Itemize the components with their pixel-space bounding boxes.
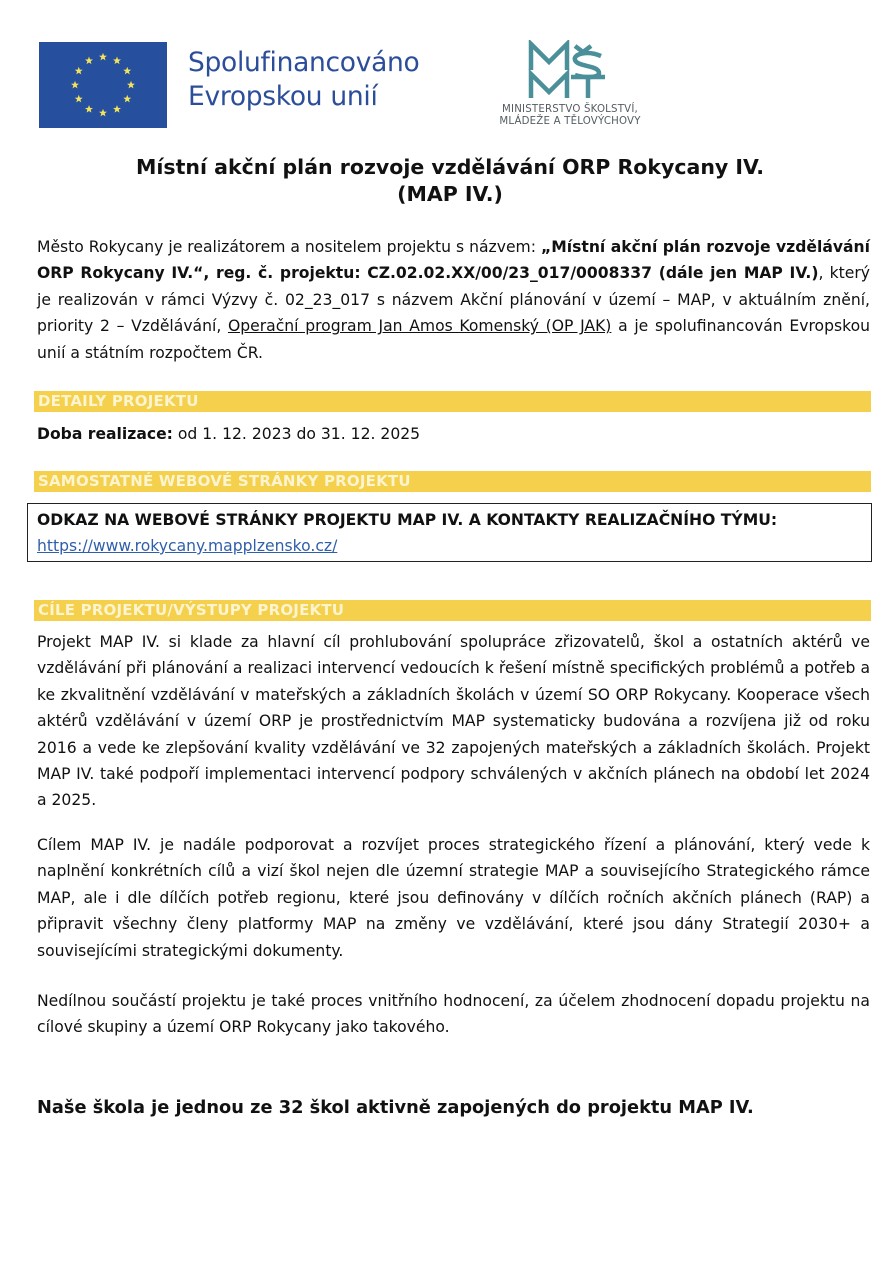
section-bar-details [34,391,871,412]
eu-stars-icon [39,42,167,128]
website-label: ODKAZ NA WEBOVÉ STRÁNKY PROJEKTU MAP IV. A KONTAKTY REALIZAČNÍHO TÝMU: [37,511,778,529]
eu-star-icon [123,95,131,103]
eu-star-icon [75,95,83,103]
section-heading-goals: CÍLE PROJEKTU/VÝSTUPY PROJEKTU [38,601,345,619]
eu-star-icon [75,67,83,75]
goals-paragraph-3: Nedílnou součástí projektu je také proces vnitřního hodnocení, za účelem zhodnocení dopadu projektu na cílové skupiny a území ORP Rokycany jako takového. [37,992,870,1037]
eu-star-icon [127,81,135,89]
goals-paragraph-2: Cílem MAP IV. je nadále podporovat a rozvíjet proces strategického řízení a plánování, který vede k naplnění konkrétních cílů a vizí škol nejen dle územní strategie MAP a souvisejícího Strategického rámce MAP, ale i dle dílčích potřeb regionu, které jsou definovány v dílčích ročních akčních plánech (RAP) a připravit všechny členy platformy MAP na změny ve vzdělávání, které jsou dány Strategií 2030+ a souvisejícími strategickými dokumenty. [37,836,870,960]
realization-period [37,421,870,447]
msmt-logo-line1: MINISTERSTVO ŠKOLSTVÍ, [502,104,638,115]
op-jak-link[interactable]: Operační program Jan Amos Komenský (OP JAK) [227,317,612,336]
eu-star-icon [113,105,121,113]
closing-statement: Naše škola je jednou ze 32 škol aktivně zapojených do projektu MAP IV. [37,1097,754,1118]
eu-star-icon [123,67,131,75]
msmt-logo-line2: MLÁDEŽE A TĚLOVÝCHOVY [499,116,641,127]
section-heading-details: DETAILY PROJEKTU [38,392,199,410]
eu-star-icon [99,53,107,61]
section-heading-website: SAMOSTATNÉ WEBOVÉ STRÁNKY PROJEKTU [38,472,411,490]
website-link-box [27,503,872,562]
title-line2: (MAP IV.) [397,182,503,206]
realization-label: Doba realizace: [37,425,173,443]
msmt-logo [470,38,680,133]
intro-text-2: , který je realizován v rámci Výzvy č. 02_23_017 s názvem Akční plánování v území – MAP, v aktuálním znění, priority 2 – Vzdělávání, [37,264,871,336]
eu-star-icon [85,105,93,113]
msmt-logo-text [470,104,670,128]
intro-project-name: „Místní akční plán rozvoje vzdělávání ORP Rokycany IV.“, reg. č. projektu: CZ.02.02.XX/00/23_017/0008337 (dále jen MAP IV.) [37,238,871,283]
eu-star-icon [113,57,121,65]
msmt-monogram-icon [527,40,607,102]
intro-paragraph [37,234,870,366]
eu-cofinanced-logo-text [188,46,419,114]
goals-paragraph-1: Projekt MAP IV. si klade za hlavní cíl prohlubování spolupráce zřizovatelů, škol a ostatních aktérů ve vzdělávání při plánování a realizaci intervencí vedoucích k řešení místně specifických problémů a potřeb a ke zkvalitnění vzdělávání v mateřských a základních školách v území SO ORP Rokycany. Kooperace všech aktérů vzdělávání v území ORP je prostřednictvím MAP systematicky budována a rozvíjena již od roku 2016 a vede ke zlepšování kvality vzdělávání ve 32 zapojených mateřských a základních školách. Projekt MAP IV. také podpoří implementaci intervencí podpory schválených v akčních plánech na období let 2024 a 2025. [37,633,870,810]
eu-logo-line2: Evropskou unií [188,81,378,112]
intro-text-3: a je spolufinancován Evropskou unií a státním rozpočtem ČR. [37,317,870,362]
eu-logo-line1: Spolufinancováno [188,47,420,78]
realization-value: od 1. 12. 2023 do 31. 12. 2025 [172,425,421,443]
page-title [30,154,870,208]
eu-star-icon [85,57,93,65]
eu-flag-icon [39,42,167,128]
intro-text-1: Město Rokycany je realizátorem a nositelem projektu s názvem: [37,238,541,256]
section-bar-goals [34,600,871,621]
website-link[interactable]: https://www.rokycany.mapplzensko.cz/ [37,537,338,555]
title-line1: Místní akční plán rozvoje vzdělávání ORP Rokycany IV. [135,155,765,179]
section-bar-website [34,471,871,492]
eu-star-icon [99,109,107,117]
eu-star-icon [71,81,79,89]
